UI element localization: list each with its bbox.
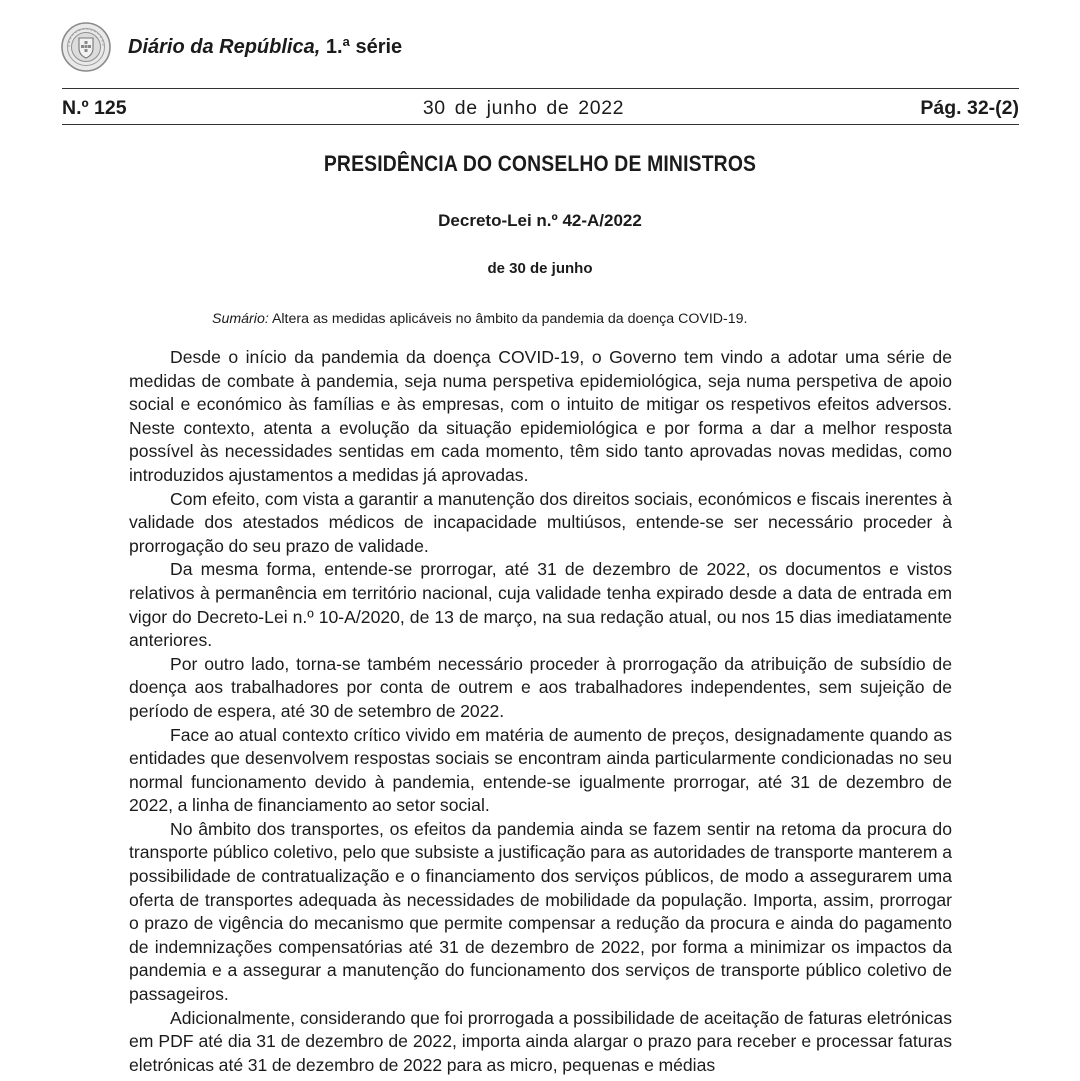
paragraph: Face ao atual contexto crítico vivido em matéria de aumento de preços, designadamente quando as entidades que desenvolvem respostas sociais se encontram ainda particularmente condicionadas no seu normal funcionamento devido à pandemia, entende-se igualmente prorrogar, até 31 de dezembro de 2022, a linha de financiamento ao setor social. [129, 724, 952, 816]
publication-title [128, 36, 402, 59]
masthead [60, 22, 402, 72]
paragraph: Da mesma forma, entende-se prorrogar, até 31 de dezembro de 2022, os documentos e vistos relativos à permanência em território nacional, cuja validade tenha expirado desde a data de entrada em vigor do Decreto-Lei n.º 10-A/2020, de 13 de março, na sua redação atual, ou nos 15 dias imediatamente anteriores. [129, 559, 952, 651]
paragraph: Por outro lado, torna-se também necessário proceder à prorrogação da atribuição de subsídio de doença aos trabalhadores por conta de outrem e aos trabalhadores independentes, sem sujeição de período de espera, até 30 de setembro de 2022. [129, 653, 952, 721]
summary-label: Sumário: [212, 311, 269, 327]
header-rule-top [62, 88, 1019, 89]
publication-series: 1.ª série [320, 35, 403, 58]
summary [212, 311, 748, 327]
decree-preamble [129, 346, 952, 1077]
publication-name: Diário da República, [128, 35, 321, 58]
decree-title: Decreto-Lei n.º 42-A/2022 [438, 211, 642, 230]
coat-of-arms-seal-icon [60, 21, 112, 73]
issue-number: N.º 125 [62, 96, 127, 119]
issue-line [62, 95, 1019, 121]
page-number: Pág. 32-(2) [920, 96, 1019, 119]
issue-date: 30 de junho de 2022 [422, 96, 625, 119]
header-rule-bottom [62, 124, 1019, 125]
summary-text: Altera as medidas aplicáveis no âmbito da pandemia da doença COVID-19. [268, 311, 748, 327]
paragraph: No âmbito dos transportes, os efeitos da pandemia ainda se fazem sentir na retoma da procura do transporte público coletivo, pelo que subsiste a justificação para as autoridades de transporte manterem a possibilidade de contratualização e o financiamento dos serviços públicos, de modo a assegurarem uma oferta de transportes adequada às necessidades de mobilidade da população. Importa, assim, prorrogar o prazo de vigência do mecanismo que permite compensar a redução da procura e ainda do pagamento de indemnizações compensatórias até 31 de dezembro de 2022, por forma a minimizar os impactos da pandemia e a assegurar a manutenção do funcionamento dos serviços de transporte público coletivo de passageiros. [129, 818, 952, 1005]
ministry-heading: PRESIDÊNCIA DO CONSELHO DE MINISTROS [323, 151, 757, 176]
decree-date: de 30 de junho [487, 260, 593, 277]
paragraph: Com efeito, com vista a garantir a manutenção dos direitos sociais, económicos e fiscais inerentes à validade dos atestados médicos de incapacidade multiúsos, entende-se ser necessário proceder à prorrogação do seu prazo de validade. [129, 488, 952, 556]
paragraph: Adicionalmente, considerando que foi prorrogada a possibilidade de aceitação de faturas eletrónicas em PDF até dia 31 de dezembro de 2022, importa ainda alargar o prazo para receber e processar faturas eletrónicas até 31 de dezembro de 2022 para as micro, pequenas e médias [129, 1007, 952, 1075]
paragraph: Desde o início da pandemia da doença COVID-19, o Governo tem vindo a adotar uma série de medidas de combate à pandemia, seja numa perspetiva epidemiológica, seja numa perspetiva de apoio social e económico às famílias e às empresas, com o intuito de mitigar os respetivos efeitos adversos. Neste contexto, atenta a evolução da situação epidemiológica e por forma a dar a melhor resposta possível às necessidades sentidas em cada momento, têm sido tanto aprovadas novas medidas, como introduzidos ajustamentos a medidas já aprovadas. [129, 347, 952, 485]
